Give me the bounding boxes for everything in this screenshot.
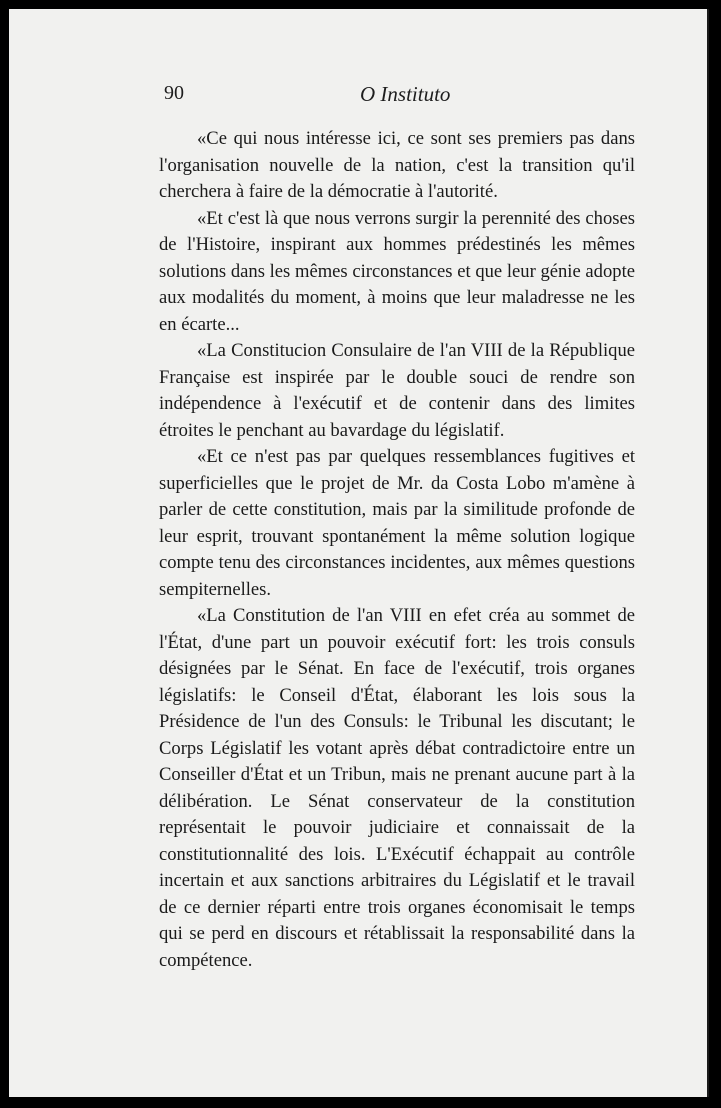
body-text [159,126,635,974]
paragraph-3: «La Constitucion Consulaire de l'an VIII de la République Française est inspirée par le double souci de rendre son indépendence à l'exécutif et de contenir dans des limites étroites le penchant au bavardage du législatif. [159,340,635,441]
running-title: O Instituto [360,82,451,106]
book-page [9,9,709,1097]
paragraph-1: «Ce qui nous intéresse ici, ce sont ses premiers pas dans l'organisation nouvelle de la nation, c'est la transition qu'il cherchera à faire de la démocratie à l'autorité. [159,128,635,202]
page-number: 90 [164,82,184,104]
paragraph-5: «La Constitution de l'an VIII en efet créa au sommet de l'État, d'une part un pouvoir exécutif fort: les trois consuls désignées par le Sénat. En face de l'exécutif, trois organes législatifs: le Conseil d'État, élaborant les lois sous la Présidence de l'un des Consuls: le Tribunal les discutant; le Corps Législatif les votant après débat contradictoire entre un Conseiller d'État et un Tribun, mais ne prenant aucune part à la délibération. Le Sénat conservateur de la constitution représentait le pouvoir judiciaire et connaissait de la constitutionnalité des lois. L'Exécutif échappait au contrôle incertain et aux sanctions arbitraires du Législatif et le travail de ce dernier réparti entre trois organes économisait le temps qui se perd en discours et rétablissait la responsabilité dans la compétence. [159,605,635,971]
paragraph-4: «Et ce n'est pas par quelques ressemblances fugitives et superficielles que le projet de Mr. da Costa Lobo m'amène à parler de cette constitution, mais par la similitude profonde de leur esprit, trouvant spontanément la même solution logique compte tenu des circonstances incidentes, aux mêmes questions sempiternelles. [159,446,635,600]
paragraph-2: «Et c'est là que nous verrons surgir la perennité des choses de l'Histoire, inspirant aux hommes prédestinés les mêmes solutions dans les mêmes circonstances et que leur génie adopte aux modalités du moment, à moins que leur maladresse ne les en écarte... [159,207,635,335]
page-header [164,77,634,107]
